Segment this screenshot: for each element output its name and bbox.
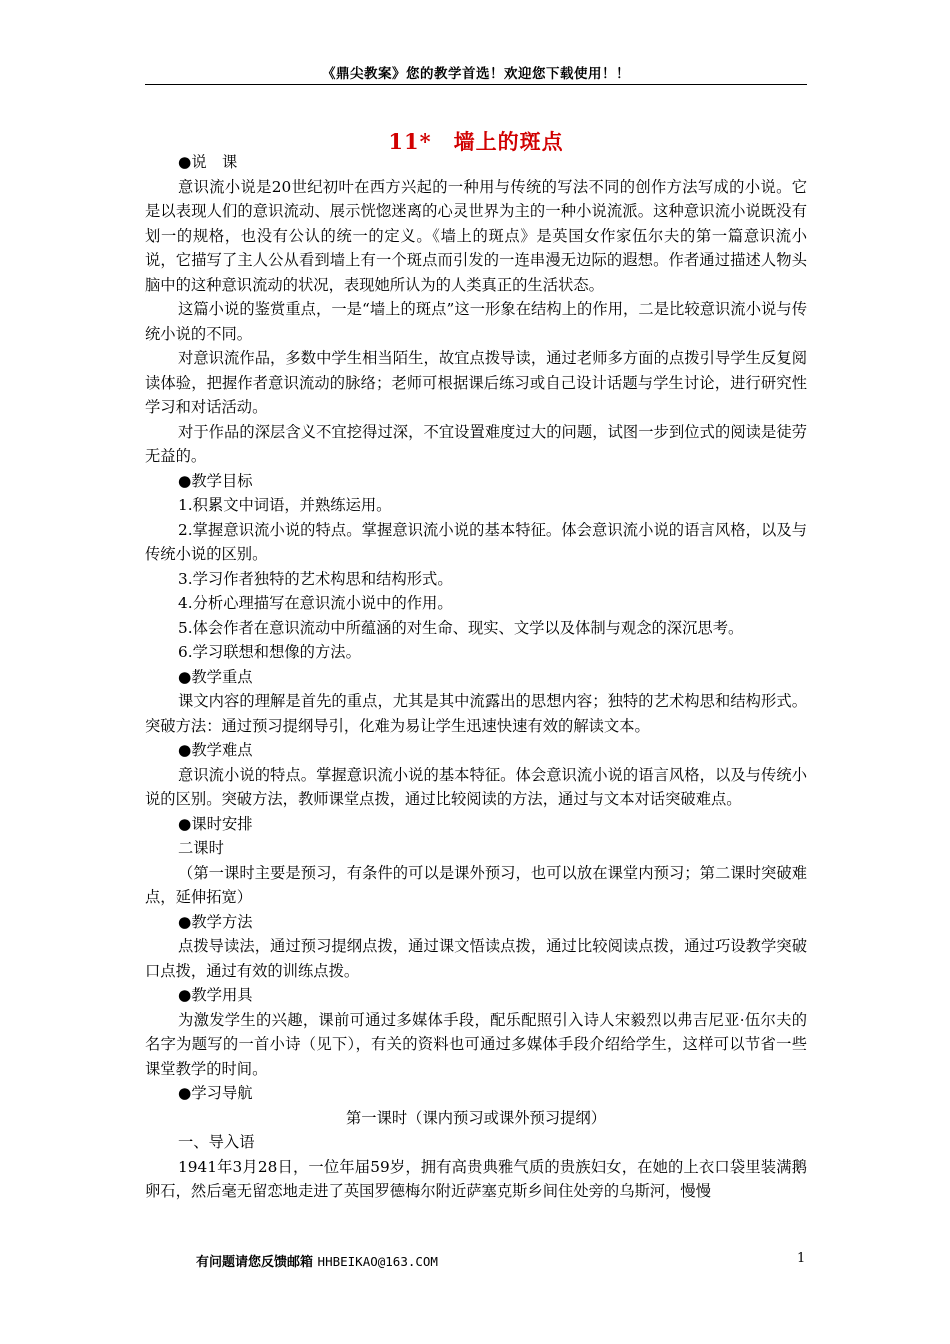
paragraph: ●教学难点	[178, 741, 253, 759]
paragraph: ●教学目标	[178, 471, 253, 490]
paragraph: 这篇小说的鉴赏重点，一是“墙上的斑点”这一形象在结构上的作用，二是比较意识流小说与传统小说的不同。	[145, 300, 807, 343]
paragraph: 点拨导读法，通过预习提纲点拨，通过课文悟读点拨，通过比较阅读点拨，通过巧设教学突破口点拨，通过有效的训练点拨。	[145, 937, 807, 980]
paragraph: （第一课时主要是预习，有条件的可以是课外预习，也可以放在课堂内预习；第二课时突破难点，延伸拓宽）	[145, 863, 807, 906]
paragraph: 意识流小说是20世纪初叶在西方兴起的一种用与传统的写法不同的创作方法写成的小说。它是以表现人们的意识流动、展示恍惚迷离的心灵世界为主的一种小说流派。这种意识流小说既没有划一的规格，也没有公认的统一的定义。《墙上的斑点》是英国女作家伍尔夫的第一篇意识流小说，它描写了主人公从看到墙上有一个斑点而引发的一连串漫无边际的遐想。作者通过描述人物头脑中的这种意识流动的状况，表现她所认为的人类真正的生活状态。	[145, 177, 807, 294]
page-number: 1	[797, 1251, 806, 1266]
page-header: 《鼎尖教案》您的教学首选！欢迎您下载使用！！	[322, 66, 630, 82]
paragraph: 4.分析心理描写在意识流小说中的作用。	[178, 594, 453, 612]
paragraph: ●教学重点	[178, 667, 253, 686]
paragraph: 对于作品的深层含义不宜挖得过深，不宜设置难度过大的问题，试图一步到位式的阅读是徒劳无益的。	[145, 422, 807, 465]
header-rule	[145, 84, 807, 85]
paragraph: 二课时	[178, 839, 224, 857]
paragraph: 为激发学生的兴趣，课前可通过多媒体手段，配乐配照引入诗人宋毅烈以弗吉尼亚·伍尔夫的名字为题写的一首小诗（见下），有关的资料也可通过多媒体手段介绍给学生，这样可以节省一些课堂教学的时间。	[145, 1010, 807, 1078]
paragraph: ●教学方法	[178, 912, 253, 931]
paragraph: 意识流小说的特点。掌握意识流小说的基本特征。体会意识流小说的语言风格，以及与传统小说的区别。突破方法，教师课堂点拨，通过比较阅读的方法，通过与文本对话突破难点。	[145, 765, 807, 808]
document-body	[145, 150, 807, 1204]
paragraph: 一、导入语	[178, 1133, 255, 1151]
paragraph: ●教学用具	[178, 986, 253, 1004]
paragraph: ●学习导航	[178, 1084, 253, 1102]
page-footer	[196, 1251, 438, 1270]
paragraph: 2.掌握意识流小说的特点。掌握意识流小说的基本特征。体会意识流小说的语言风格，以及与传统小说的区别。	[145, 520, 807, 563]
paragraph: 5.体会作者在意识流动中所蕴涵的对生命、现实、文学以及体制与观念的深沉思考。	[178, 618, 744, 637]
paragraph: 1941年3月28日，一位年届59岁，拥有高贵典雅气质的贵族妇女，在她的上衣口袋里装满鹅卵石，然后毫无留恋地走进了英国罗德梅尔附近萨塞克斯乡间住处旁的乌斯河，慢慢	[145, 1157, 807, 1200]
paragraph: 对意识流作品，多数中学生相当陌生，故宜点拨导读，通过老师多方面的点拨引导学生反复阅读体验，把握作者意识流动的脉络；老师可根据课后练习或自己设计话题与学生讨论，进行研究性学习和对话活动。	[145, 349, 807, 416]
paragraph: 1.积累文中词语，并熟练运用。	[178, 496, 392, 514]
paragraph: ●说 课	[178, 153, 238, 171]
paragraph: 6.学习联想和想像的方法。	[178, 643, 361, 661]
paragraph: ●课时安排	[178, 814, 253, 833]
footer-email: HHBEIKAO@163.COM	[317, 1254, 438, 1269]
paragraph: 3.学习作者独特的艺术构思和结构形式。	[178, 569, 453, 588]
footer-label: 有问题请您反馈邮箱	[196, 1255, 314, 1270]
paragraph: 第一课时（课内预习或课外预习提纲）	[345, 1108, 607, 1127]
paragraph: 课文内容的理解是首先的重点，尤其是其中流露出的思想内容；独特的艺术构思和结构形式。突破方法：通过预习提纲导引，化难为易让学生迅速快速有效的解读文本。	[145, 692, 807, 735]
lesson-title: 11* 墙上的斑点	[388, 129, 564, 154]
